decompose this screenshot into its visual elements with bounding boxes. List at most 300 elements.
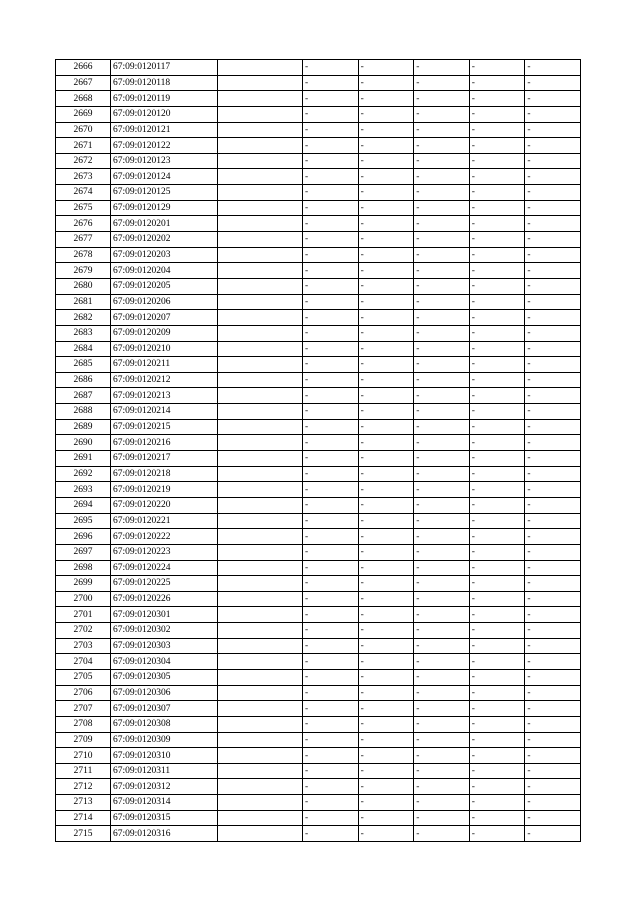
empty-cell — [218, 247, 303, 263]
table-row — [56, 529, 581, 545]
value-cell-4: - — [469, 623, 525, 639]
cadastral-code-cell: 67:09:0120304 — [111, 654, 218, 670]
table-row — [56, 716, 581, 732]
empty-cell — [218, 529, 303, 545]
value-cell-5: - — [525, 419, 581, 435]
value-cell-3: - — [414, 513, 470, 529]
cadastral-code-cell: 67:09:0120204 — [111, 263, 218, 279]
value-cell-5: - — [525, 75, 581, 91]
value-cell-3: - — [414, 529, 470, 545]
table-row — [56, 513, 581, 529]
value-cell-4: - — [469, 763, 525, 779]
empty-cell — [218, 310, 303, 326]
value-cell-4: - — [469, 106, 525, 122]
value-cell-5: - — [525, 91, 581, 107]
value-cell-1: - — [303, 419, 359, 435]
value-cell-1: - — [303, 497, 359, 513]
value-cell-4: - — [469, 451, 525, 467]
value-cell-1: - — [303, 200, 359, 216]
value-cell-4: - — [469, 826, 525, 842]
value-cell-2: - — [358, 654, 414, 670]
row-number-cell: 2688 — [56, 404, 111, 420]
value-cell-2: - — [358, 216, 414, 232]
value-cell-1: - — [303, 122, 359, 138]
value-cell-5: - — [525, 294, 581, 310]
empty-cell — [218, 153, 303, 169]
cadastral-code-cell: 67:09:0120124 — [111, 169, 218, 185]
table-row — [56, 482, 581, 498]
cadastral-code-cell: 67:09:0120305 — [111, 669, 218, 685]
table-row — [56, 278, 581, 294]
value-cell-1: - — [303, 247, 359, 263]
empty-cell — [218, 169, 303, 185]
value-cell-5: - — [525, 623, 581, 639]
value-cell-5: - — [525, 232, 581, 248]
table-row — [56, 263, 581, 279]
value-cell-2: - — [358, 576, 414, 592]
value-cell-5: - — [525, 247, 581, 263]
row-number-cell: 2674 — [56, 185, 111, 201]
table-row — [56, 560, 581, 576]
row-number-cell: 2677 — [56, 232, 111, 248]
row-number-cell: 2713 — [56, 795, 111, 811]
value-cell-5: - — [525, 388, 581, 404]
value-cell-3: - — [414, 544, 470, 560]
value-cell-5: - — [525, 560, 581, 576]
cadastral-code-cell: 67:09:0120213 — [111, 388, 218, 404]
value-cell-2: - — [358, 716, 414, 732]
value-cell-2: - — [358, 810, 414, 826]
table-row — [56, 247, 581, 263]
value-cell-2: - — [358, 200, 414, 216]
table-row — [56, 748, 581, 764]
empty-cell — [218, 138, 303, 154]
value-cell-2: - — [358, 60, 414, 76]
value-cell-1: - — [303, 60, 359, 76]
value-cell-1: - — [303, 435, 359, 451]
value-cell-3: - — [414, 716, 470, 732]
value-cell-2: - — [358, 826, 414, 842]
row-number-cell: 2678 — [56, 247, 111, 263]
value-cell-3: - — [414, 138, 470, 154]
value-cell-2: - — [358, 638, 414, 654]
value-cell-3: - — [414, 419, 470, 435]
value-cell-4: - — [469, 419, 525, 435]
table-row — [56, 232, 581, 248]
table-row — [56, 576, 581, 592]
cadastral-code-cell: 67:09:0120303 — [111, 638, 218, 654]
value-cell-3: - — [414, 372, 470, 388]
empty-cell — [218, 466, 303, 482]
value-cell-1: - — [303, 388, 359, 404]
value-cell-5: - — [525, 591, 581, 607]
table-row — [56, 701, 581, 717]
value-cell-5: - — [525, 466, 581, 482]
cadastral-code-cell: 67:09:0120222 — [111, 529, 218, 545]
value-cell-2: - — [358, 685, 414, 701]
value-cell-4: - — [469, 294, 525, 310]
value-cell-2: - — [358, 185, 414, 201]
value-cell-1: - — [303, 185, 359, 201]
row-number-cell: 2710 — [56, 748, 111, 764]
value-cell-2: - — [358, 435, 414, 451]
value-cell-1: - — [303, 75, 359, 91]
empty-cell — [218, 419, 303, 435]
table-row — [56, 623, 581, 639]
value-cell-5: - — [525, 763, 581, 779]
value-cell-4: - — [469, 310, 525, 326]
value-cell-4: - — [469, 748, 525, 764]
value-cell-3: - — [414, 497, 470, 513]
cadastral-code-cell: 67:09:0120129 — [111, 200, 218, 216]
empty-cell — [218, 513, 303, 529]
value-cell-5: - — [525, 748, 581, 764]
empty-cell — [218, 701, 303, 717]
value-cell-1: - — [303, 357, 359, 373]
value-cell-3: - — [414, 482, 470, 498]
table-row — [56, 466, 581, 482]
value-cell-3: - — [414, 404, 470, 420]
row-number-cell: 2669 — [56, 106, 111, 122]
value-cell-3: - — [414, 810, 470, 826]
cadastral-code-cell: 67:09:0120203 — [111, 247, 218, 263]
value-cell-3: - — [414, 263, 470, 279]
row-number-cell: 2693 — [56, 482, 111, 498]
row-number-cell: 2686 — [56, 372, 111, 388]
table-row — [56, 91, 581, 107]
value-cell-2: - — [358, 138, 414, 154]
cadastral-code-cell: 67:09:0120219 — [111, 482, 218, 498]
table-row — [56, 216, 581, 232]
empty-cell — [218, 560, 303, 576]
value-cell-4: - — [469, 779, 525, 795]
value-cell-4: - — [469, 247, 525, 263]
value-cell-4: - — [469, 591, 525, 607]
row-number-cell: 2714 — [56, 810, 111, 826]
value-cell-2: - — [358, 247, 414, 263]
value-cell-1: - — [303, 325, 359, 341]
value-cell-3: - — [414, 638, 470, 654]
cadastral-code-cell: 67:09:0120307 — [111, 701, 218, 717]
cadastral-code-cell: 67:09:0120206 — [111, 294, 218, 310]
cadastral-code-cell: 67:09:0120308 — [111, 716, 218, 732]
value-cell-1: - — [303, 591, 359, 607]
row-number-cell: 2711 — [56, 763, 111, 779]
table-row — [56, 732, 581, 748]
value-cell-4: - — [469, 607, 525, 623]
value-cell-2: - — [358, 669, 414, 685]
empty-cell — [218, 779, 303, 795]
empty-cell — [218, 263, 303, 279]
value-cell-1: - — [303, 732, 359, 748]
cadastral-code-cell: 67:09:0120311 — [111, 763, 218, 779]
value-cell-1: - — [303, 216, 359, 232]
value-cell-5: - — [525, 185, 581, 201]
value-cell-3: - — [414, 294, 470, 310]
table-row — [56, 106, 581, 122]
empty-cell — [218, 748, 303, 764]
value-cell-3: - — [414, 200, 470, 216]
value-cell-5: - — [525, 451, 581, 467]
row-number-cell: 2675 — [56, 200, 111, 216]
cadastral-code-cell: 67:09:0120123 — [111, 153, 218, 169]
row-number-cell: 2668 — [56, 91, 111, 107]
table-row — [56, 169, 581, 185]
value-cell-4: - — [469, 701, 525, 717]
value-cell-3: - — [414, 779, 470, 795]
value-cell-2: - — [358, 419, 414, 435]
value-cell-5: - — [525, 607, 581, 623]
value-cell-5: - — [525, 732, 581, 748]
cadastral-code-cell: 67:09:0120306 — [111, 685, 218, 701]
empty-cell — [218, 638, 303, 654]
row-number-cell: 2666 — [56, 60, 111, 76]
row-number-cell: 2706 — [56, 685, 111, 701]
value-cell-4: - — [469, 232, 525, 248]
empty-cell — [218, 669, 303, 685]
value-cell-5: - — [525, 372, 581, 388]
table-body — [56, 60, 581, 842]
cadastral-code-cell: 67:09:0120118 — [111, 75, 218, 91]
value-cell-5: - — [525, 669, 581, 685]
row-number-cell: 2704 — [56, 654, 111, 670]
value-cell-5: - — [525, 529, 581, 545]
value-cell-5: - — [525, 216, 581, 232]
value-cell-1: - — [303, 341, 359, 357]
value-cell-5: - — [525, 638, 581, 654]
value-cell-4: - — [469, 529, 525, 545]
value-cell-3: - — [414, 60, 470, 76]
value-cell-4: - — [469, 372, 525, 388]
value-cell-5: - — [525, 153, 581, 169]
value-cell-2: - — [358, 748, 414, 764]
table-row — [56, 372, 581, 388]
value-cell-1: - — [303, 153, 359, 169]
value-cell-4: - — [469, 732, 525, 748]
value-cell-1: - — [303, 451, 359, 467]
row-number-cell: 2708 — [56, 716, 111, 732]
value-cell-4: - — [469, 576, 525, 592]
empty-cell — [218, 763, 303, 779]
row-number-cell: 2689 — [56, 419, 111, 435]
value-cell-1: - — [303, 544, 359, 560]
value-cell-3: - — [414, 75, 470, 91]
value-cell-1: - — [303, 685, 359, 701]
row-number-cell: 2679 — [56, 263, 111, 279]
row-number-cell: 2709 — [56, 732, 111, 748]
value-cell-4: - — [469, 513, 525, 529]
value-cell-1: - — [303, 560, 359, 576]
table-row — [56, 341, 581, 357]
value-cell-1: - — [303, 513, 359, 529]
cadastral-code-cell: 67:09:0120220 — [111, 497, 218, 513]
value-cell-3: - — [414, 310, 470, 326]
row-number-cell: 2684 — [56, 341, 111, 357]
value-cell-4: - — [469, 544, 525, 560]
value-cell-1: - — [303, 810, 359, 826]
table-row — [56, 325, 581, 341]
empty-cell — [218, 576, 303, 592]
value-cell-4: - — [469, 278, 525, 294]
row-number-cell: 2681 — [56, 294, 111, 310]
cadastral-code-cell: 67:09:0120312 — [111, 779, 218, 795]
empty-cell — [218, 325, 303, 341]
row-number-cell: 2699 — [56, 576, 111, 592]
value-cell-1: - — [303, 638, 359, 654]
cadastral-code-cell: 67:09:0120316 — [111, 826, 218, 842]
value-cell-5: - — [525, 795, 581, 811]
table-row — [56, 153, 581, 169]
value-cell-1: - — [303, 372, 359, 388]
row-number-cell: 2707 — [56, 701, 111, 717]
value-cell-1: - — [303, 576, 359, 592]
value-cell-4: - — [469, 60, 525, 76]
value-cell-2: - — [358, 91, 414, 107]
table-row — [56, 419, 581, 435]
value-cell-4: - — [469, 795, 525, 811]
table-row — [56, 122, 581, 138]
row-number-cell: 2680 — [56, 278, 111, 294]
row-number-cell: 2700 — [56, 591, 111, 607]
value-cell-4: - — [469, 388, 525, 404]
value-cell-3: - — [414, 357, 470, 373]
value-cell-2: - — [358, 388, 414, 404]
value-cell-4: - — [469, 435, 525, 451]
cadastral-code-cell: 67:09:0120218 — [111, 466, 218, 482]
value-cell-1: - — [303, 607, 359, 623]
cadastral-code-cell: 67:09:0120211 — [111, 357, 218, 373]
empty-cell — [218, 232, 303, 248]
empty-cell — [218, 357, 303, 373]
registry-table — [55, 59, 581, 842]
value-cell-5: - — [525, 138, 581, 154]
row-number-cell: 2672 — [56, 153, 111, 169]
value-cell-3: - — [414, 607, 470, 623]
cadastral-code-cell: 67:09:0120117 — [111, 60, 218, 76]
value-cell-5: - — [525, 576, 581, 592]
value-cell-3: - — [414, 278, 470, 294]
value-cell-1: - — [303, 106, 359, 122]
value-cell-1: - — [303, 701, 359, 717]
empty-cell — [218, 654, 303, 670]
cadastral-code-cell: 67:09:0120224 — [111, 560, 218, 576]
value-cell-3: - — [414, 763, 470, 779]
value-cell-1: - — [303, 310, 359, 326]
value-cell-1: - — [303, 466, 359, 482]
value-cell-5: - — [525, 435, 581, 451]
empty-cell — [218, 278, 303, 294]
cadastral-code-cell: 67:09:0120119 — [111, 91, 218, 107]
empty-cell — [218, 200, 303, 216]
row-number-cell: 2712 — [56, 779, 111, 795]
value-cell-3: - — [414, 732, 470, 748]
value-cell-3: - — [414, 169, 470, 185]
value-cell-2: - — [358, 497, 414, 513]
value-cell-3: - — [414, 216, 470, 232]
row-number-cell: 2670 — [56, 122, 111, 138]
value-cell-2: - — [358, 623, 414, 639]
table-row — [56, 638, 581, 654]
table-row — [56, 60, 581, 76]
value-cell-2: - — [358, 341, 414, 357]
value-cell-5: - — [525, 263, 581, 279]
empty-cell — [218, 607, 303, 623]
value-cell-1: - — [303, 529, 359, 545]
table-row — [56, 779, 581, 795]
table-row — [56, 591, 581, 607]
cadastral-code-cell: 67:09:0120315 — [111, 810, 218, 826]
empty-cell — [218, 544, 303, 560]
table-row — [56, 404, 581, 420]
empty-cell — [218, 341, 303, 357]
empty-cell — [218, 404, 303, 420]
value-cell-3: - — [414, 185, 470, 201]
value-cell-2: - — [358, 357, 414, 373]
value-cell-3: - — [414, 106, 470, 122]
value-cell-4: - — [469, 138, 525, 154]
row-number-cell: 2694 — [56, 497, 111, 513]
row-number-cell: 2682 — [56, 310, 111, 326]
value-cell-3: - — [414, 560, 470, 576]
empty-cell — [218, 435, 303, 451]
empty-cell — [218, 75, 303, 91]
value-cell-3: - — [414, 341, 470, 357]
value-cell-2: - — [358, 232, 414, 248]
value-cell-2: - — [358, 529, 414, 545]
cadastral-code-cell: 67:09:0120309 — [111, 732, 218, 748]
cadastral-code-cell: 67:09:0120214 — [111, 404, 218, 420]
value-cell-2: - — [358, 560, 414, 576]
table-row — [56, 669, 581, 685]
value-cell-1: - — [303, 623, 359, 639]
row-number-cell: 2703 — [56, 638, 111, 654]
empty-cell — [218, 294, 303, 310]
cadastral-code-cell: 67:09:0120226 — [111, 591, 218, 607]
row-number-cell: 2697 — [56, 544, 111, 560]
value-cell-3: - — [414, 325, 470, 341]
cadastral-code-cell: 67:09:0120121 — [111, 122, 218, 138]
value-cell-2: - — [358, 451, 414, 467]
value-cell-3: - — [414, 451, 470, 467]
value-cell-5: - — [525, 544, 581, 560]
value-cell-5: - — [525, 169, 581, 185]
value-cell-4: - — [469, 357, 525, 373]
value-cell-5: - — [525, 810, 581, 826]
value-cell-2: - — [358, 153, 414, 169]
value-cell-5: - — [525, 278, 581, 294]
row-number-cell: 2698 — [56, 560, 111, 576]
cadastral-code-cell: 67:09:0120217 — [111, 451, 218, 467]
cadastral-code-cell: 67:09:0120205 — [111, 278, 218, 294]
value-cell-3: - — [414, 623, 470, 639]
value-cell-2: - — [358, 75, 414, 91]
value-cell-2: - — [358, 763, 414, 779]
value-cell-4: - — [469, 466, 525, 482]
value-cell-1: - — [303, 763, 359, 779]
empty-cell — [218, 732, 303, 748]
table-row — [56, 795, 581, 811]
empty-cell — [218, 185, 303, 201]
cadastral-code-cell: 67:09:0120212 — [111, 372, 218, 388]
row-number-cell: 2687 — [56, 388, 111, 404]
value-cell-2: - — [358, 404, 414, 420]
empty-cell — [218, 451, 303, 467]
value-cell-3: - — [414, 466, 470, 482]
empty-cell — [218, 716, 303, 732]
value-cell-1: - — [303, 779, 359, 795]
row-number-cell: 2667 — [56, 75, 111, 91]
row-number-cell: 2683 — [56, 325, 111, 341]
